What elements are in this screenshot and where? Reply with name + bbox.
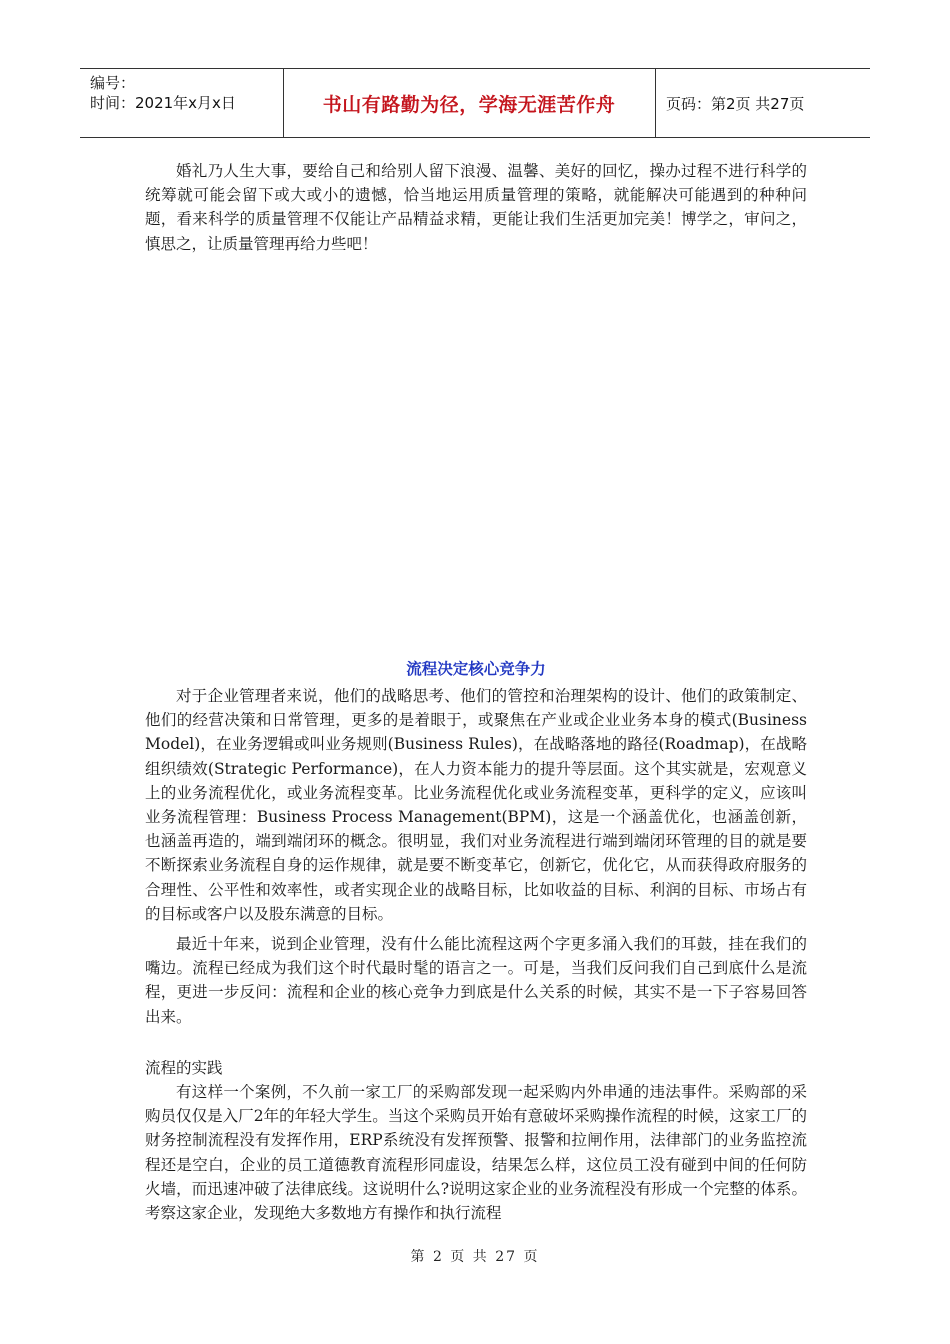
page-footer: 第 2 页 共 27 页 [410,1249,540,1265]
section-heading: 流程的实践 [145,1059,223,1077]
header-divider [655,69,656,137]
intro-paragraph: 婚礼乃人生大事，要给自己和给别人留下浪漫、温馨、美好的回忆，操办过程不进行科学的统筹就可能会留下或大或小的遗憾，恰当地运用质量管理的策略，就能解决可能遇到的种种问题，看来科学的质量管理不仅能让产品精益求精，更能让我们生活更加完美！博学之，审问之，慎思之，让质量管理再给力些吧！ [145,162,807,253]
body-paragraph: 对于企业管理者来说，他们的战略思考、他们的管控和治理架构的设计、他们的政策制定、他们的经营决策和日常管理，更多的是着眼于，或聚焦在产业或企业业务本身的模式(Business Model)，在业务逻辑或叫业务规则(Business Rules)，在战略落地的路径(Roadmap)，在战略组织绩效(Strategic Performance)，在人力资本能力的提升等层面。这个其实就是，宏观意义上的业务流程优化，或业务流程变革。比业务流程优化或业务流程变革，更科学的定义，应该叫业务流程管理：Business Process Management(BPM)，这是一个涵盖优化，也涵盖创新，也涵盖再造的，端到端闭环的概念。很明显，我们对业务流程进行端到端闭环管理的目的就是要不断探索业务流程自身的运作规律，就是要不断变革它，创新它，优化它，从而获得政府服务的合理性、公平性和效率性，或者实现企业的战略目标，比如收益的目标、利润的目标、市场占有的目标或客户以及股东满意的目标。 [145,687,807,923]
document-header [80,68,870,138]
serial-label: 编号： [90,74,136,92]
header-page-info: 页码：第2页 共27页 [666,94,805,113]
body-paragraph: 最近十年来，说到企业管理，没有什么能比流程这两个字更多涌入我们的耳鼓，挂在我们的嘴边。流程已经成为我们这个时代最时髦的语言之一。可是，当我们反问我们自己到底什么是流程，更进一步反问：流程和企业的核心竞争力到底是什么关系的时候，其实不是一下子容易回答出来。 [145,935,807,1026]
header-meta [90,73,236,113]
body-paragraph: 有这样一个案例，不久前一家工厂的采购部发现一起采购内外串通的违法事件。采购部的采购员仅仅是入厂2年的年轻大学生。当这个采购员开始有意破坏采购操作流程的时候，这家工厂的财务控制流程没有发挥作用，ERP系统没有发挥预警、报警和拉闸作用，法律部门的业务监控流程还是空白，企业的员工道德教育流程形同虚设，结果怎么样，这位员工没有碰到中间的任何防火墙，而迅速冲破了法律底线。这说明什么?说明这家企业的业务流程没有形成一个完整的体系。考察这家企业，发现绝大多数地方有操作和执行流程 [145,1083,807,1223]
header-motto: 书山有路勤为径，学海无涯苦作舟 [322,93,616,116]
date-label: 时间：2021年x月x日 [90,94,236,112]
article-title: 流程决定核心竞争力 [406,659,546,678]
